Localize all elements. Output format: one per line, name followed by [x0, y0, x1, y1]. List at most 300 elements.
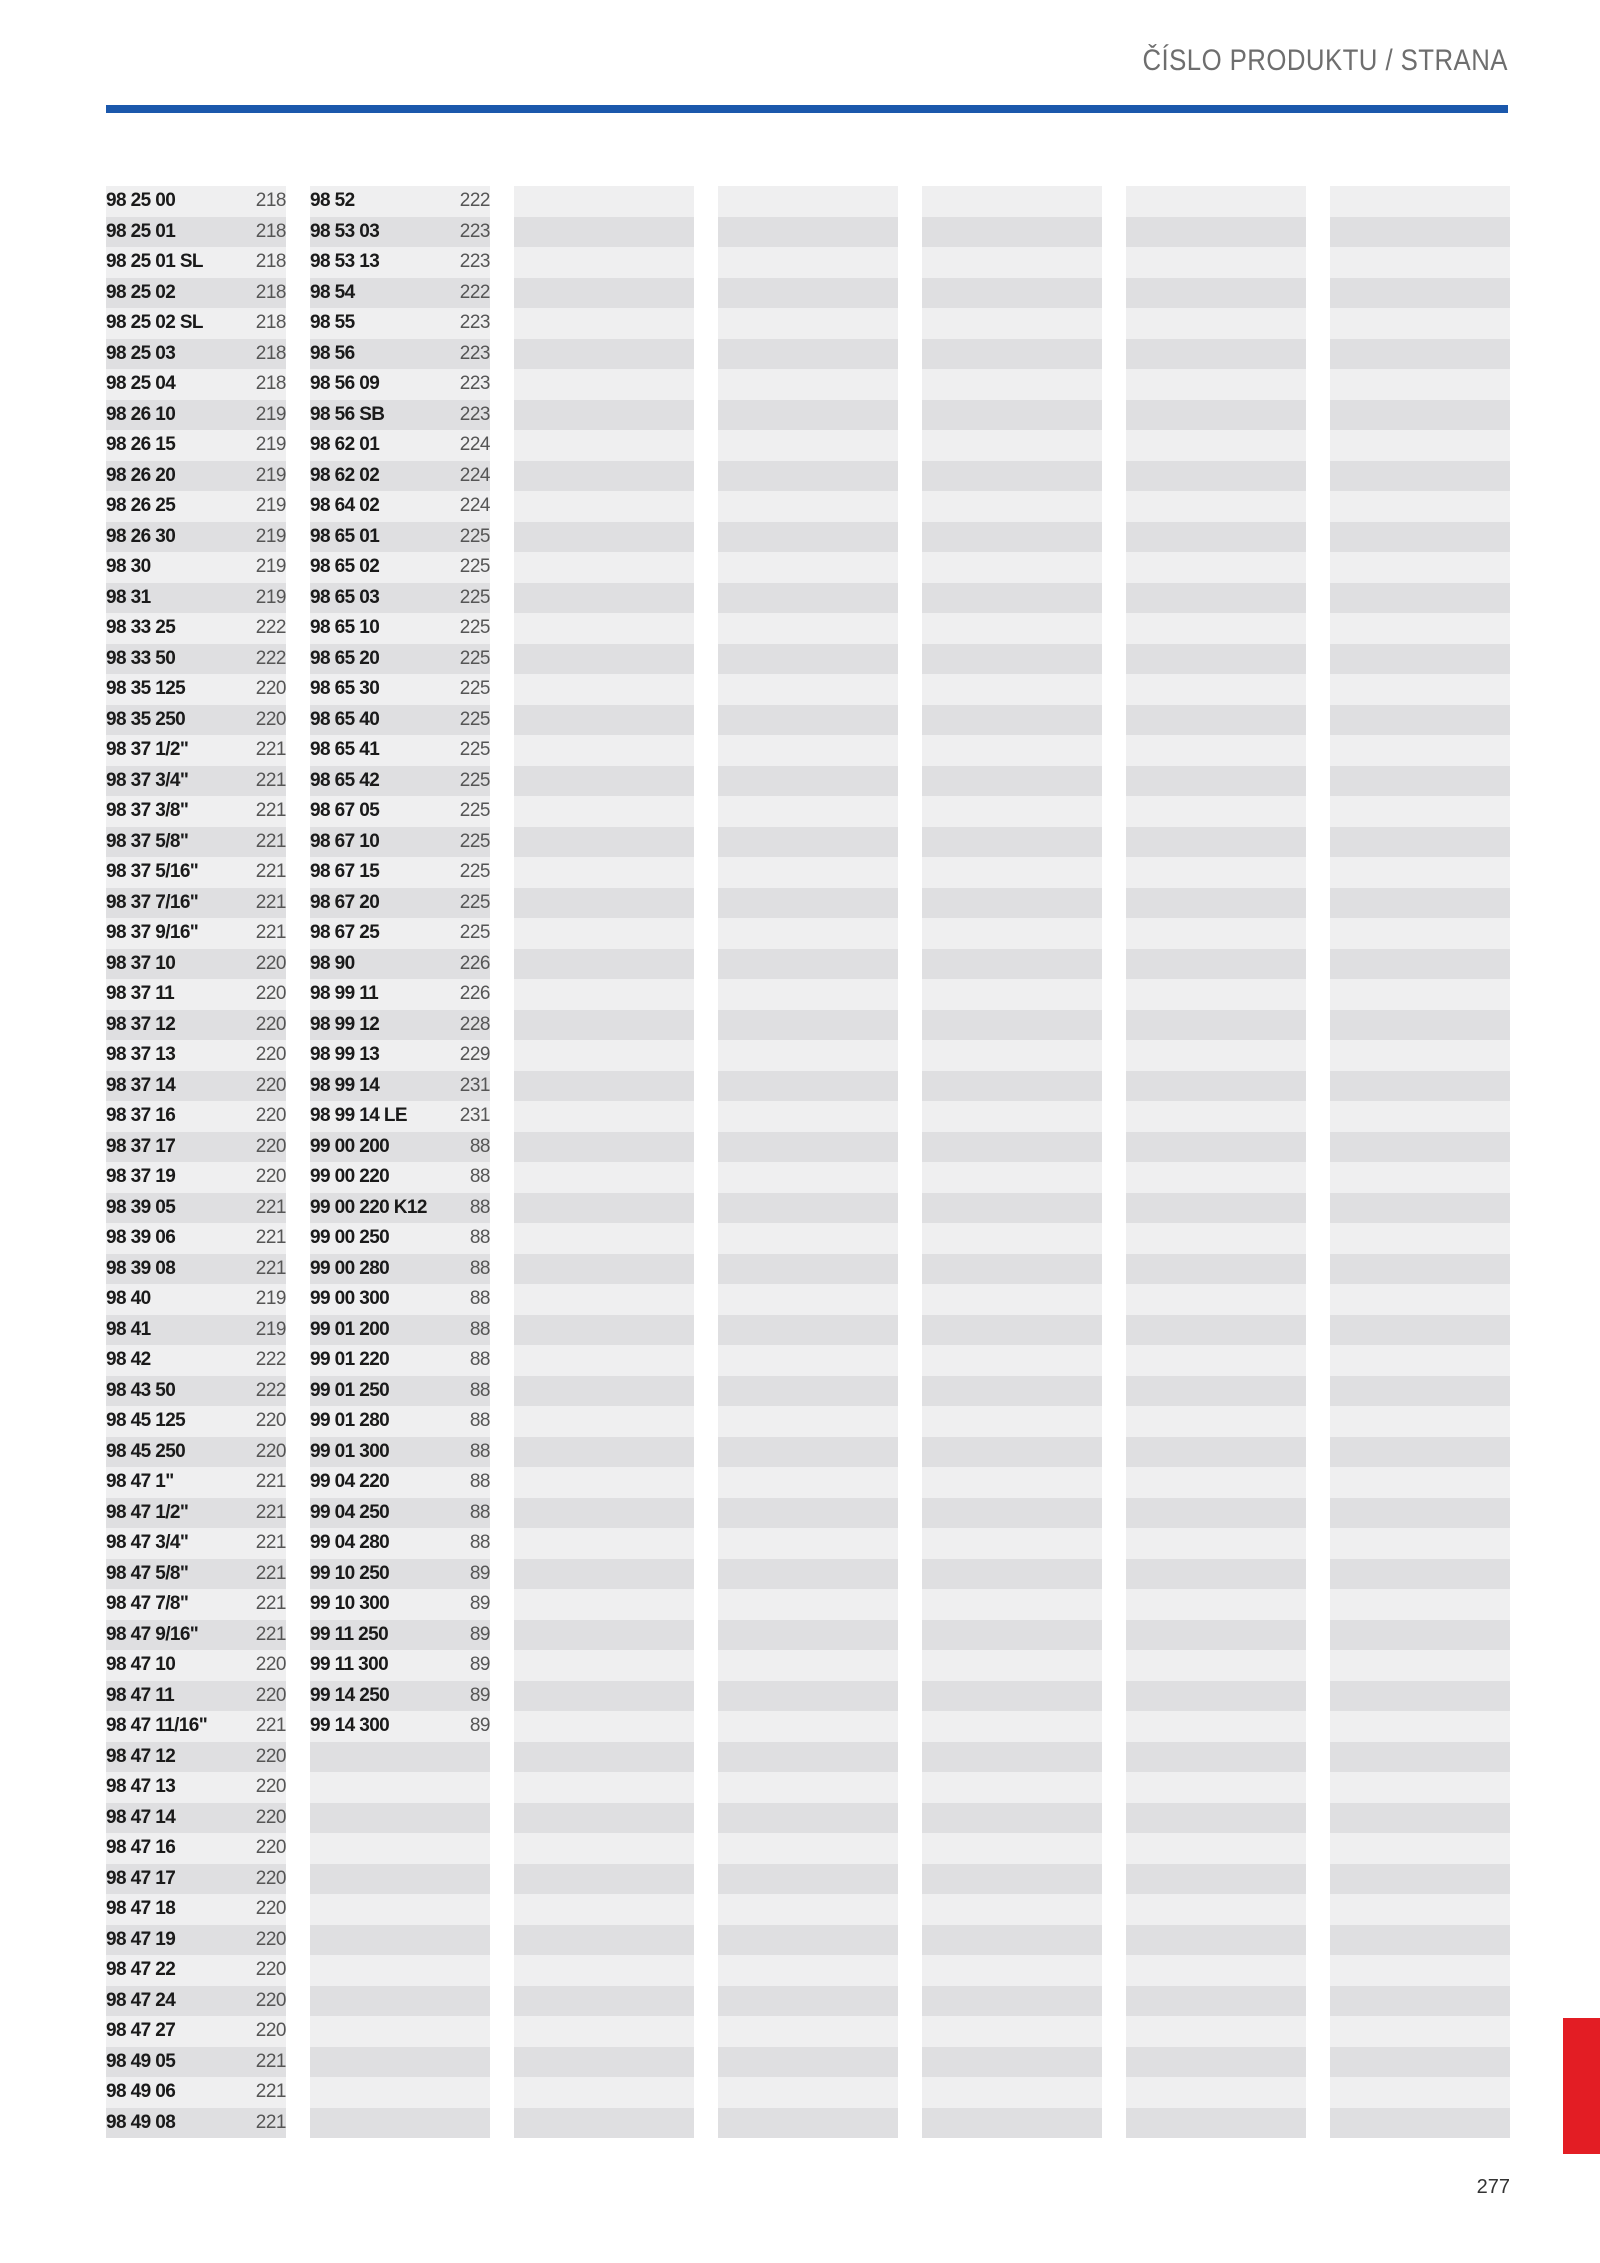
product-number: 99 00 280: [310, 1257, 390, 1279]
table-row: [1126, 644, 1306, 675]
table-row: [922, 644, 1102, 675]
table-row: [106, 1894, 286, 1925]
product-number: 98 47 16: [106, 1837, 176, 1859]
page-reference: 224: [459, 495, 490, 517]
product-number: 98 56: [310, 342, 355, 364]
table-row: [310, 1925, 490, 1956]
table-row: [106, 1132, 286, 1163]
table-row: [310, 461, 490, 492]
table-row: [1330, 827, 1510, 858]
table-row: [106, 2016, 286, 2047]
table-row: [106, 1406, 286, 1437]
table-row: [106, 339, 286, 370]
table-row: [106, 186, 286, 217]
page-reference: 89: [469, 1562, 490, 1584]
page-reference: 221: [255, 1715, 286, 1737]
table-row: [718, 1162, 898, 1193]
table-row: [310, 1406, 490, 1437]
table-row: [718, 1803, 898, 1834]
table-row: [310, 430, 490, 461]
section-tab-marker: [1563, 2018, 1600, 2154]
table-row: [310, 1101, 490, 1132]
table-row: [1330, 2016, 1510, 2047]
table-row: [718, 1437, 898, 1468]
table-row: [718, 491, 898, 522]
product-number: 98 47 1": [106, 1471, 174, 1493]
page-reference: 220: [255, 1105, 286, 1127]
page-reference: 228: [459, 1013, 490, 1035]
table-row: [1330, 1620, 1510, 1651]
table-row: [718, 430, 898, 461]
product-number: 98 62 01: [310, 434, 380, 456]
table-row: [514, 796, 694, 827]
page-reference: 223: [459, 342, 490, 364]
table-row: [1330, 857, 1510, 888]
page-reference: 225: [459, 922, 490, 944]
table-row: [310, 1894, 490, 1925]
table-row: [514, 1345, 694, 1376]
table-row: [1330, 735, 1510, 766]
index-column-1: [106, 186, 286, 2138]
page-reference: 222: [255, 647, 286, 669]
product-number: 99 10 300: [310, 1593, 390, 1615]
table-row: [718, 949, 898, 980]
page-reference: 88: [469, 1379, 490, 1401]
page-reference: 220: [255, 1684, 286, 1706]
table-row: [718, 1650, 898, 1681]
table-row: [310, 1315, 490, 1346]
table-row: [718, 857, 898, 888]
table-row: [106, 1223, 286, 1254]
product-number: 98 30: [106, 556, 151, 578]
table-row: [1126, 1589, 1306, 1620]
table-row: [1126, 400, 1306, 431]
product-number: 98 47 19: [106, 1928, 176, 1950]
table-row: [514, 430, 694, 461]
table-row: [1126, 430, 1306, 461]
table-row: [718, 583, 898, 614]
table-row: [106, 1437, 286, 1468]
page-reference: 219: [255, 464, 286, 486]
table-row: [718, 1132, 898, 1163]
table-row: [1126, 2077, 1306, 2108]
page-reference: 219: [255, 1318, 286, 1340]
table-row: [1126, 1132, 1306, 1163]
table-row: [1126, 766, 1306, 797]
page-reference: 88: [469, 1349, 490, 1371]
table-row: [922, 1040, 1102, 1071]
product-number: 98 47 5/8": [106, 1562, 189, 1584]
table-row: [1330, 552, 1510, 583]
product-number: 98 37 13: [106, 1044, 176, 1066]
product-number: 98 67 10: [310, 830, 380, 852]
table-row: [922, 1559, 1102, 1590]
table-row: [1126, 1284, 1306, 1315]
product-number: 98 47 1/2": [106, 1501, 189, 1523]
page-reference: 223: [459, 403, 490, 425]
table-row: [1330, 491, 1510, 522]
page-reference: 221: [255, 800, 286, 822]
page-reference: 89: [469, 1715, 490, 1737]
table-row: [922, 2077, 1102, 2108]
product-number: 98 37 5/16": [106, 861, 199, 883]
product-number: 98 37 1/2": [106, 739, 189, 761]
page-reference: 221: [255, 1257, 286, 1279]
page-reference: 225: [459, 830, 490, 852]
page-reference: 225: [459, 769, 490, 791]
table-row: [1330, 1772, 1510, 1803]
page-reference: 221: [255, 739, 286, 761]
table-row: [1330, 1681, 1510, 1712]
product-number: 98 35 125: [106, 678, 186, 700]
table-row: [310, 1223, 490, 1254]
table-row: [310, 1528, 490, 1559]
table-row: [922, 888, 1102, 919]
table-row: [718, 2016, 898, 2047]
table-row: [718, 2047, 898, 2078]
table-row: [922, 1589, 1102, 1620]
table-row: [922, 1010, 1102, 1041]
table-row: [922, 1223, 1102, 1254]
table-row: [1330, 308, 1510, 339]
product-number: 98 65 01: [310, 525, 380, 547]
table-row: [514, 1040, 694, 1071]
table-row: [1330, 583, 1510, 614]
table-row: [1126, 1559, 1306, 1590]
page-reference: 225: [459, 800, 490, 822]
page-reference: 89: [469, 1654, 490, 1676]
table-row: [106, 1467, 286, 1498]
table-row: [1126, 613, 1306, 644]
table-row: [718, 979, 898, 1010]
product-number: 98 99 14 LE: [310, 1105, 407, 1127]
page-reference: 221: [255, 769, 286, 791]
product-number: 99 01 300: [310, 1440, 390, 1462]
page-reference: 218: [255, 281, 286, 303]
table-row: [310, 1833, 490, 1864]
page-reference: 225: [459, 556, 490, 578]
table-row: [514, 2047, 694, 2078]
product-number: 98 65 30: [310, 678, 380, 700]
table-row: [106, 888, 286, 919]
table-row: [922, 1681, 1102, 1712]
page-reference: 222: [459, 281, 490, 303]
table-row: [514, 308, 694, 339]
table-row: [514, 1254, 694, 1285]
product-number: 98 45 250: [106, 1440, 186, 1462]
table-row: [310, 186, 490, 217]
table-row: [106, 1772, 286, 1803]
table-row: [310, 1376, 490, 1407]
page-reference: 221: [255, 2111, 286, 2133]
table-row: [106, 1803, 286, 1834]
table-row: [1330, 1345, 1510, 1376]
table-row: [310, 1437, 490, 1468]
table-row: [1330, 1040, 1510, 1071]
table-row: [922, 1620, 1102, 1651]
table-row: [310, 522, 490, 553]
table-row: [718, 1193, 898, 1224]
page-reference: 222: [459, 190, 490, 212]
table-row: [922, 1742, 1102, 1773]
table-row: [106, 1833, 286, 1864]
product-number: 98 47 11/16": [106, 1715, 208, 1737]
page-reference: 231: [459, 1105, 490, 1127]
table-row: [922, 1894, 1102, 1925]
table-row: [1330, 1284, 1510, 1315]
table-row: [922, 2047, 1102, 2078]
product-number: 98 33 50: [106, 647, 176, 669]
table-row: [922, 522, 1102, 553]
product-number: 99 14 300: [310, 1715, 390, 1737]
table-row: [718, 1010, 898, 1041]
table-row: [922, 827, 1102, 858]
product-number: 99 00 220: [310, 1166, 390, 1188]
table-row: [106, 1864, 286, 1895]
product-number: 98 25 01: [106, 220, 176, 242]
table-row: [1126, 1315, 1306, 1346]
table-row: [310, 1467, 490, 1498]
product-number: 99 04 220: [310, 1471, 390, 1493]
page-reference: 218: [255, 373, 286, 395]
table-row: [718, 1864, 898, 1895]
table-row: [1126, 1406, 1306, 1437]
table-row: [514, 1711, 694, 1742]
product-number: 98 67 20: [310, 891, 380, 913]
product-number: 98 64 02: [310, 495, 380, 517]
product-number: 98 41: [106, 1318, 151, 1340]
table-row: [1330, 1132, 1510, 1163]
table-row: [106, 583, 286, 614]
page-reference: 221: [255, 1623, 286, 1645]
table-row: [1330, 369, 1510, 400]
table-row: [514, 1406, 694, 1437]
table-row: [1126, 1376, 1306, 1407]
table-row: [1330, 1711, 1510, 1742]
table-row: [718, 735, 898, 766]
table-row: [922, 583, 1102, 614]
table-row: [310, 1193, 490, 1224]
table-row: [514, 1681, 694, 1712]
table-row: [718, 1620, 898, 1651]
table-row: [310, 1864, 490, 1895]
table-row: [514, 1833, 694, 1864]
table-row: [922, 1284, 1102, 1315]
table-row: [310, 2077, 490, 2108]
table-row: [1330, 1589, 1510, 1620]
table-row: [1126, 1650, 1306, 1681]
table-row: [106, 766, 286, 797]
table-row: [1330, 1467, 1510, 1498]
table-row: [1330, 1437, 1510, 1468]
page-reference: 220: [255, 983, 286, 1005]
product-number: 98 26 30: [106, 525, 176, 547]
table-row: [310, 583, 490, 614]
page-reference: 225: [459, 891, 490, 913]
page-reference: 220: [255, 1044, 286, 1066]
page-reference: 89: [469, 1623, 490, 1645]
product-number: 98 26 15: [106, 434, 176, 456]
table-row: [1126, 1803, 1306, 1834]
product-number: 99 01 280: [310, 1410, 390, 1432]
table-row: [106, 949, 286, 980]
page-reference: 221: [255, 2081, 286, 2103]
table-row: [514, 522, 694, 553]
table-row: [310, 735, 490, 766]
table-row: [514, 1498, 694, 1529]
table-row: [1126, 2047, 1306, 2078]
table-row: [922, 461, 1102, 492]
table-row: [718, 186, 898, 217]
table-row: [1126, 796, 1306, 827]
page-reference: 220: [255, 1928, 286, 1950]
page-reference: 88: [469, 1288, 490, 1310]
table-row: [514, 217, 694, 248]
page-reference: 221: [255, 830, 286, 852]
table-row: [1126, 278, 1306, 309]
table-row: [922, 1437, 1102, 1468]
table-row: [1330, 430, 1510, 461]
table-row: [514, 979, 694, 1010]
table-row: [1330, 705, 1510, 736]
product-number: 99 00 220 K12: [310, 1196, 427, 1218]
table-row: [1126, 2108, 1306, 2139]
table-row: [922, 339, 1102, 370]
product-number: 98 45 125: [106, 1410, 186, 1432]
table-row: [922, 979, 1102, 1010]
table-row: [106, 2108, 286, 2139]
index-column-2: [310, 186, 490, 2138]
product-number: 98 47 3/4": [106, 1532, 189, 1554]
table-row: [718, 1467, 898, 1498]
table-row: [718, 2077, 898, 2108]
page-reference: 222: [255, 617, 286, 639]
page-reference: 225: [459, 525, 490, 547]
table-row: [514, 278, 694, 309]
table-row: [1330, 1742, 1510, 1773]
page-reference: 220: [255, 1654, 286, 1676]
table-row: [922, 1864, 1102, 1895]
table-row: [718, 1772, 898, 1803]
product-number: 98 37 3/4": [106, 769, 189, 791]
product-number: 98 39 05: [106, 1196, 176, 1218]
table-row: [106, 1589, 286, 1620]
product-number: 98 67 25: [310, 922, 380, 944]
header-rule: [106, 105, 1508, 113]
product-number: 98 65 40: [310, 708, 380, 730]
table-row: [1330, 400, 1510, 431]
table-row: [718, 1345, 898, 1376]
index-column-3: [514, 186, 694, 2138]
table-row: [514, 1223, 694, 1254]
table-row: [922, 1376, 1102, 1407]
table-row: [1126, 1742, 1306, 1773]
product-number: 98 37 9/16": [106, 922, 199, 944]
table-row: [922, 1406, 1102, 1437]
table-row: [514, 1559, 694, 1590]
table-row: [922, 491, 1102, 522]
table-row: [514, 1101, 694, 1132]
table-row: [514, 461, 694, 492]
table-row: [1126, 827, 1306, 858]
table-row: [1126, 2016, 1306, 2047]
table-row: [310, 979, 490, 1010]
page-reference: 225: [459, 586, 490, 608]
page-reference: 220: [255, 1989, 286, 2011]
product-number: 98 49 06: [106, 2081, 176, 2103]
page-reference: 225: [459, 617, 490, 639]
table-row: [514, 1132, 694, 1163]
product-number: 98 47 7/8": [106, 1593, 189, 1615]
table-row: [1126, 583, 1306, 614]
page-reference: 88: [469, 1440, 490, 1462]
table-row: [718, 339, 898, 370]
table-row: [1126, 1894, 1306, 1925]
page-reference: 222: [255, 1349, 286, 1371]
product-number: 98 99 12: [310, 1013, 380, 1035]
table-row: [1126, 1162, 1306, 1193]
product-number: 99 01 200: [310, 1318, 390, 1340]
table-row: [310, 339, 490, 370]
table-row: [106, 705, 286, 736]
table-row: [718, 1894, 898, 1925]
table-row: [310, 1803, 490, 1834]
table-row: [310, 1711, 490, 1742]
table-row: [106, 857, 286, 888]
table-row: [106, 1681, 286, 1712]
page-reference: 219: [255, 495, 286, 517]
table-row: [718, 1376, 898, 1407]
product-number: 98 40: [106, 1288, 151, 1310]
index-column-7: [1330, 186, 1510, 2138]
product-number: 98 37 12: [106, 1013, 176, 1035]
table-row: [718, 461, 898, 492]
page-reference: 89: [469, 1593, 490, 1615]
table-row: [106, 979, 286, 1010]
table-row: [1330, 979, 1510, 1010]
table-row: [718, 552, 898, 583]
page-reference: 220: [255, 1898, 286, 1920]
page-reference: 224: [459, 434, 490, 456]
product-number: 99 01 220: [310, 1349, 390, 1371]
table-row: [1330, 918, 1510, 949]
product-number: 98 62 02: [310, 464, 380, 486]
page-reference: 88: [469, 1227, 490, 1249]
table-row: [1126, 308, 1306, 339]
product-number: 98 53 13: [310, 251, 380, 273]
table-row: [106, 1040, 286, 1071]
product-number: 98 39 06: [106, 1227, 176, 1249]
table-row: [718, 1589, 898, 1620]
product-number: 99 00 250: [310, 1227, 390, 1249]
page-reference: 219: [255, 434, 286, 456]
table-row: [718, 644, 898, 675]
product-number: 98 67 15: [310, 861, 380, 883]
table-row: [1330, 1315, 1510, 1346]
table-row: [106, 1742, 286, 1773]
table-row: [1126, 1071, 1306, 1102]
table-row: [106, 430, 286, 461]
table-row: [310, 2108, 490, 2139]
product-number: 99 10 250: [310, 1562, 390, 1584]
table-row: [106, 2077, 286, 2108]
table-row: [310, 247, 490, 278]
product-number: 99 14 250: [310, 1684, 390, 1706]
table-row: [1126, 552, 1306, 583]
table-row: [310, 369, 490, 400]
table-row: [1330, 1955, 1510, 1986]
table-row: [1330, 1010, 1510, 1041]
